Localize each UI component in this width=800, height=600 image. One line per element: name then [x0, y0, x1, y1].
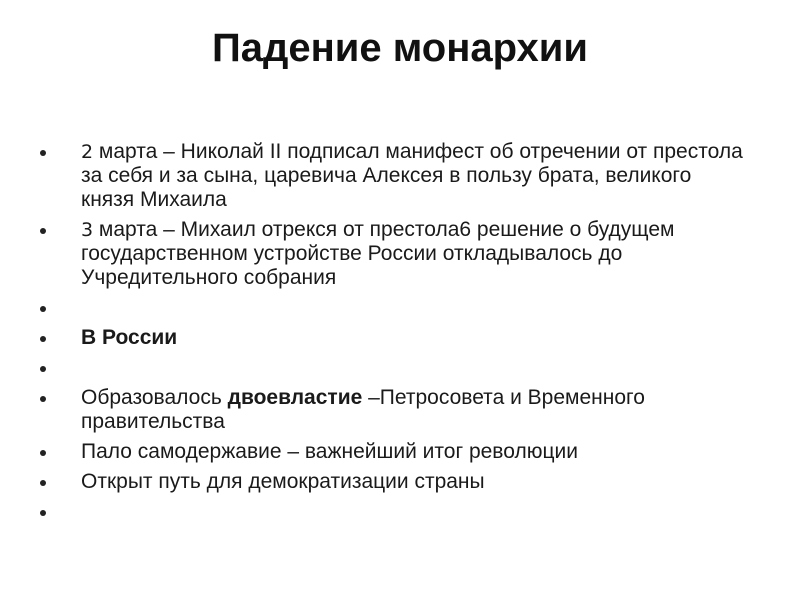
bullet-dot-icon	[40, 336, 46, 342]
bullet-dot-icon	[40, 510, 46, 516]
bullet-item-2	[40, 218, 750, 290]
bullet-text: Пало самодержавие – важнейший итог революции	[81, 440, 578, 463]
bullet-dot-icon	[40, 228, 46, 234]
bullet-item-1	[40, 140, 750, 212]
bullet-dot-icon	[40, 396, 46, 402]
bullet-emphasis-text: двоевластие	[227, 386, 363, 409]
bullet-text: марта – Михаил отрекся от престола6 решение о будущем государственном устройстве России откладывалось до Учредительного собрания	[81, 218, 675, 289]
bullet-text: марта – Николай II подписал манифест об отречении от престола за себя и за сына, царевича Алексея в пользу брата, великого князя Михаила	[81, 140, 743, 211]
bullet-list	[40, 140, 750, 530]
bullet-dot-icon	[40, 480, 46, 486]
bullet-dot-icon	[40, 366, 46, 372]
bullet-text-before: Образовалось	[81, 386, 228, 409]
bullet-item-autocracy	[40, 440, 750, 464]
bullet-date-number: 3	[81, 219, 94, 241]
slide-title: Падение монархии	[212, 26, 588, 70]
bullet-text-after: –Петросовета и Временного правительства	[81, 386, 645, 433]
bullet-date-number: 2	[81, 141, 94, 163]
bullet-heading-text: В России	[81, 326, 178, 349]
bullet-item-democratization	[40, 470, 750, 494]
bullet-dot-icon	[40, 150, 46, 156]
bullet-dot-icon	[40, 450, 46, 456]
bullet-item-dual-power	[40, 386, 750, 434]
bullet-item-empty-1	[40, 296, 750, 320]
bullet-item-empty-2	[40, 356, 750, 380]
bullet-item-in-russia	[40, 326, 750, 350]
bullet-dot-icon	[40, 306, 46, 312]
bullet-item-empty-3	[40, 500, 750, 524]
bullet-text: Открыт путь для демократизации страны	[81, 470, 485, 493]
